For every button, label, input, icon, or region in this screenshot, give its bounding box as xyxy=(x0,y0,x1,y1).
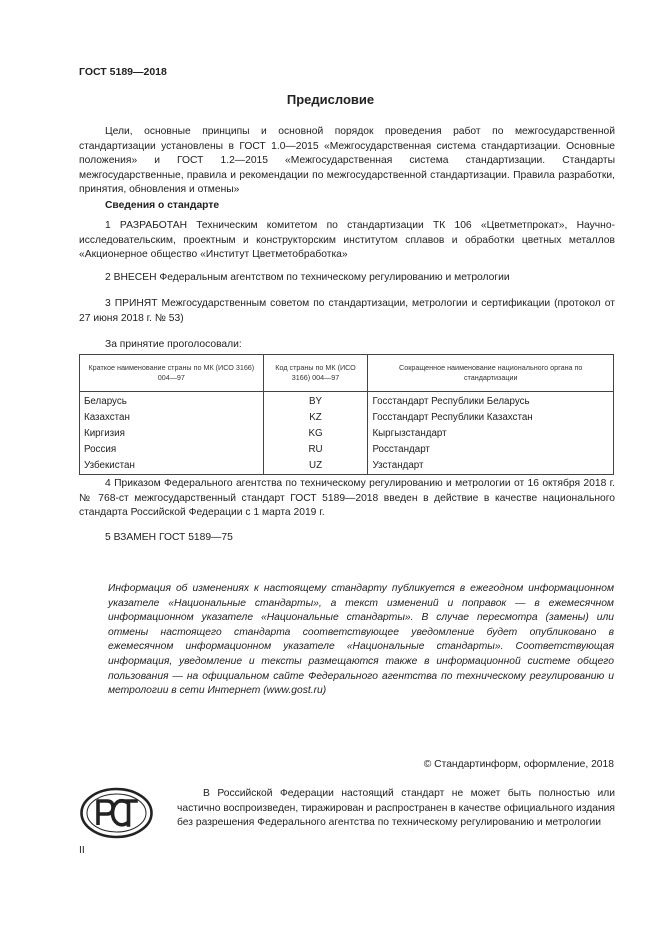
voted-label: За принятие проголосовали: xyxy=(105,339,242,350)
table-cell-code: UZ xyxy=(263,458,368,475)
table-cell-country: Киргизия xyxy=(80,425,264,441)
voting-countries-table xyxy=(79,354,614,475)
page-title: Предисловие xyxy=(286,92,375,107)
table-cell-code: RU xyxy=(263,442,368,458)
table-cell-code: BY xyxy=(263,392,368,410)
table-cell-body: Росстандарт xyxy=(368,442,614,458)
item-submitted: 2 ВНЕСЕН Федеральным агентством по техническому регулированию и метрологии xyxy=(105,272,510,283)
pct-certification-mark-icon xyxy=(79,787,154,839)
table-row xyxy=(80,442,614,458)
copyright-line: © Стандартинформ, оформление, 2018 xyxy=(423,759,614,770)
document-code-header: ГОСТ 5189—2018 xyxy=(79,66,167,78)
table-cell-code: KZ xyxy=(263,409,368,425)
table-cell-body: Госстандарт Республики Казахстан xyxy=(368,409,614,425)
table-row xyxy=(80,392,614,410)
table-cell-country: Казахстан xyxy=(80,409,264,425)
table-header-country: Краткое наименование страны по МК (ИСО 3166) 004—97 xyxy=(80,355,264,392)
table-header-row xyxy=(80,355,614,392)
table-cell-body: Госстандарт Республики Беларусь xyxy=(368,392,614,410)
table-cell-country: Беларусь xyxy=(80,392,264,410)
table-cell-body: Узстандарт xyxy=(368,458,614,475)
item-developed: 1 РАЗРАБОТАН Техническим комитетом по стандартизации ТК 106 «Цветметпрокат», Научно-исследовательским, проектным и конструкторским институтом сплавов и обработки цветных металлов «Акционерное общество «Институт Цветметобработка» xyxy=(79,220,615,261)
table-row xyxy=(80,409,614,425)
item-enacted: 4 Приказом Федерального агентства по техническому регулированию и метрологии от 16 октября 2018 г. № 768-ст межгосударственный стандарт ГОСТ 5189—2018 введен в действие в качестве национального стандарта Российской Федерации с 1 марта 2019 г. xyxy=(79,478,615,519)
table-cell-country: Узбекистан xyxy=(80,458,264,475)
page-number: II xyxy=(79,845,85,856)
table-header-body: Сокращенное наименование национального органа по стандартизации xyxy=(368,355,614,392)
reproduction-notice: В Российской Федерации настоящий стандарт не может быть полностью или частично воспроизведен, тиражирован и распространен в качестве официального издания без разрешения Федерального агентства по техническому регулированию и метрологии xyxy=(177,788,615,829)
item-replaces: 5 ВЗАМЕН ГОСТ 5189—75 xyxy=(105,532,233,543)
table-row xyxy=(80,458,614,475)
table-cell-country: Россия xyxy=(80,442,264,458)
item-adopted: 3 ПРИНЯТ Межгосударственным советом по стандартизации, метрологии и сертификации (протокол от 27 июня 2018 г. № 53) xyxy=(79,298,615,324)
intro-paragraph: Цели, основные принципы и основной порядок проведения работ по межгосударственной стандартизации установлены в ГОСТ 1.0—2015 «Межгосударственная система стандартизации. Основные положения» и ГОСТ 1.2—2015 «Межгосударственная система стандартизации. Стандарты межгосударственные, правила и рекомендации по межгосударственной стандартизации. Правила разработки, принятия, обновления и отмены» xyxy=(79,126,615,196)
table-cell-body: Кыргызстандарт xyxy=(368,425,614,441)
changes-info-notice: Информация об изменениях к настоящему стандарту публикуется в ежегодном информационном указателе «Национальные стандарты», а текст изменений и поправок — в ежемесячном информационном указателе «Национальные стандарты». В случае пересмотра (замены) или отмены настоящего стандарта соответствующее уведомление будет опубликовано в ежемесячном информационном указателе «Национальные стандарты». Соответствующая информация, уведомление и тексты размещаются также в информационной системе общего пользования — на официальном сайте Федерального агентства по техническому регулированию и метрологии в сети Интернет (www.gost.ru) xyxy=(108,583,614,697)
table-header-code: Код страны по МК (ИСО 3166) 004—97 xyxy=(263,355,368,392)
table-cell-code: KG xyxy=(263,425,368,441)
table-row xyxy=(80,425,614,441)
section-heading: Сведения о стандарте xyxy=(105,200,220,211)
